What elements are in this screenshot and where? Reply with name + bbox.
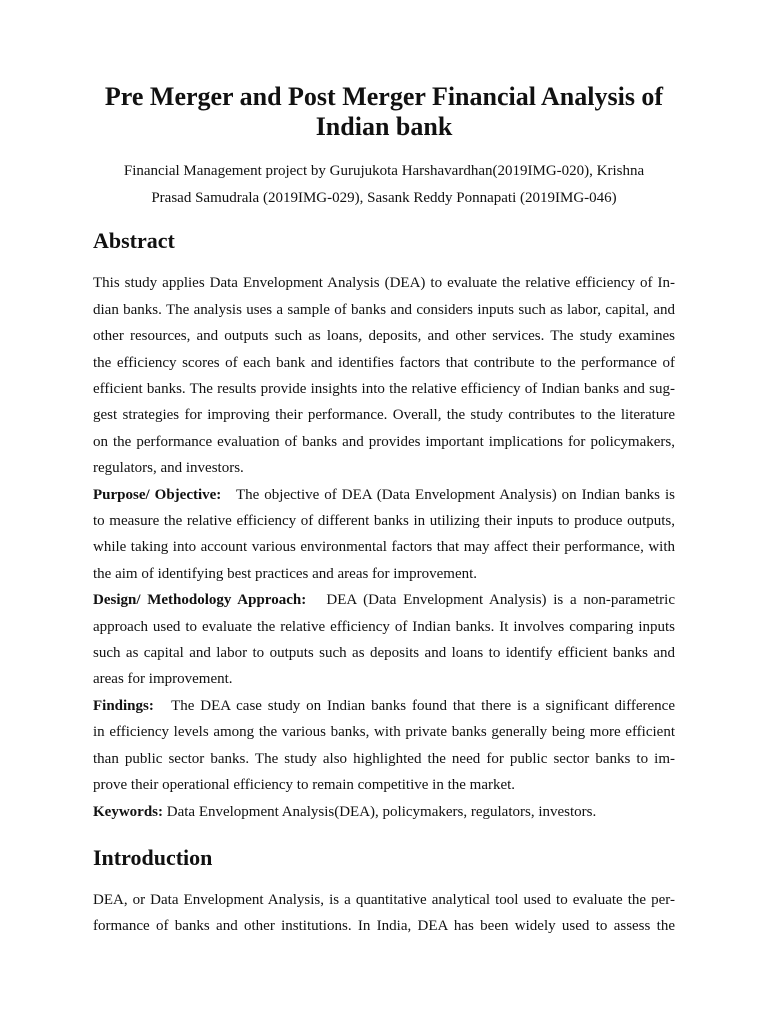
design-text: DEA (Data Envelopment Analysis) is a non-parametric — [326, 592, 675, 608]
design-label: Design/ Methodology Approach: — [93, 592, 307, 608]
paper-title — [60, 82, 708, 142]
abstract-line: gest strategies for improving their performance. Overall, the study contributes to the literature — [93, 407, 675, 423]
abstract-line: the efficiency scores of each bank and identifies factors that contribute to the performance of — [93, 355, 675, 371]
author-line-1: Financial Management project by Gurujukota Harshavardhan(2019IMG-020), Krishna — [123, 163, 645, 179]
keywords-text: Data Envelopment Analysis(DEA), policymakers, regulators, investors. — [166, 804, 597, 820]
keywords-label: Keywords: — [93, 804, 163, 820]
abstract-heading: Abstract — [93, 228, 175, 253]
design-line: approach used to evaluate the relative efficiency of Indian banks. It involves comparing inputs — [93, 619, 675, 635]
abstract-line: regulators, and investors. — [93, 460, 244, 476]
abstract-line: on the performance evaluation of banks and provides important implications for policymakers, — [93, 434, 675, 450]
findings-text: The DEA case study on Indian banks found that there is a significant difference — [171, 698, 675, 714]
purpose-label: Purpose/ Objective: — [93, 487, 222, 503]
purpose-text: The objective of DEA (Data Envelopment Analysis) on Indian banks is — [236, 487, 675, 503]
abstract-line: This study applies Data Envelopment Analysis (DEA) to evaluate the relative efficiency of In- — [93, 275, 675, 291]
design-paragraph-first-line — [93, 591, 675, 609]
findings-paragraph-first-line — [93, 697, 675, 715]
abstract-line: efficient banks. The results provide insights into the relative efficiency of Indian banks and sug- — [93, 381, 675, 397]
paper-title-line-2: Indian bank — [315, 112, 453, 141]
abstract-line: other resources, and outputs such as loans, deposits, and other services. The study examines — [93, 328, 675, 344]
author-list — [60, 158, 708, 212]
purpose-line: to measure the relative efficiency of different banks in utilizing their inputs to produce outputs, — [93, 513, 675, 529]
findings-label: Findings: — [93, 698, 154, 714]
abstract-line: dian banks. The analysis uses a sample of banks and considers inputs such as labor, capital, and — [93, 302, 675, 318]
findings-line: prove their operational efficiency to remain competitive in the market. — [93, 777, 516, 793]
paper-title-line-1: Pre Merger and Post Merger Financial Analysis of — [104, 82, 664, 111]
purpose-line: while taking into account various environmental factors that may affect their performance, with — [93, 539, 675, 555]
introduction-heading: Introduction — [93, 845, 213, 870]
purpose-paragraph-first-line — [93, 486, 675, 504]
keywords-line — [93, 803, 675, 821]
introduction-line: formance of banks and other institutions. In India, DEA has been widely used to assess the — [93, 918, 675, 934]
design-line: such as capital and labor to outputs such as deposits and loans to identify efficient banks and — [93, 645, 675, 661]
design-line: areas for improvement. — [93, 671, 233, 687]
findings-line: in efficiency levels among the various banks, with private banks generally being more efficient — [93, 724, 675, 740]
introduction-line: DEA, or Data Envelopment Analysis, is a quantitative analytical tool used to evaluate the per- — [93, 892, 675, 908]
purpose-line: the aim of identifying best practices and areas for improvement. — [93, 566, 478, 582]
findings-line: than public sector banks. The study also highlighted the need for public sector banks to im- — [93, 751, 675, 767]
author-line-2: Prasad Samudrala (2019IMG-029), Sasank Reddy Ponnapati (2019IMG-046) — [151, 190, 617, 206]
